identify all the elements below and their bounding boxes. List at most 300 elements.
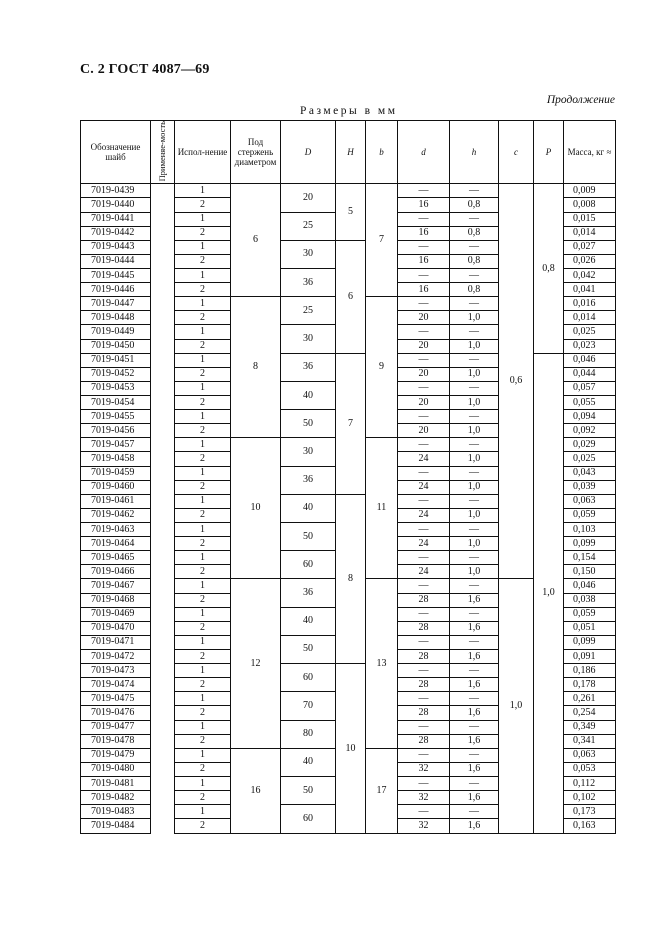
H-cell: 5	[336, 184, 366, 240]
execution-cell: 2	[175, 452, 231, 466]
h-cell: 1,6	[450, 678, 499, 692]
execution-cell: 2	[175, 424, 231, 438]
designation-cell: 7019-0453	[81, 381, 151, 395]
h-cell: 1,0	[450, 339, 499, 353]
mass-cell: 0,055	[564, 396, 616, 410]
designation-cell: 7019-0457	[81, 438, 151, 452]
execution-cell: 1	[175, 805, 231, 819]
execution-cell: 2	[175, 226, 231, 240]
h-cell: 1,6	[450, 649, 499, 663]
designation-cell: 7019-0468	[81, 593, 151, 607]
designation-cell: 7019-0465	[81, 551, 151, 565]
execution-cell: 2	[175, 311, 231, 325]
execution-cell: 1	[175, 353, 231, 367]
execution-cell: 1	[175, 579, 231, 593]
h-cell: 1,0	[450, 537, 499, 551]
execution-cell: 1	[175, 297, 231, 311]
col-header-D: D	[281, 121, 336, 184]
H-cell: 7	[336, 353, 366, 494]
h-cell: —	[450, 184, 499, 198]
mass-cell: 0,008	[564, 198, 616, 212]
applicability-cell	[151, 579, 175, 593]
execution-cell: 2	[175, 565, 231, 579]
execution-cell: 1	[175, 494, 231, 508]
applicability-cell	[151, 508, 175, 522]
col-header-c: c	[499, 121, 534, 184]
mass-cell: 0,103	[564, 522, 616, 536]
D-cell: 25	[281, 212, 336, 240]
h-cell: —	[450, 776, 499, 790]
h-cell: —	[450, 297, 499, 311]
col-header-designation: Обозначение шайб	[81, 121, 151, 184]
D-cell: 30	[281, 325, 336, 353]
execution-cell: 2	[175, 537, 231, 551]
applicability-cell	[151, 762, 175, 776]
mass-cell: 0,178	[564, 678, 616, 692]
mass-cell: 0,039	[564, 480, 616, 494]
b-cell: 13	[366, 579, 398, 748]
designation-cell: 7019-0452	[81, 367, 151, 381]
d-cell: —	[398, 720, 450, 734]
mass-cell: 0,063	[564, 748, 616, 762]
applicability-cell	[151, 381, 175, 395]
designation-cell: 7019-0483	[81, 805, 151, 819]
designation-cell: 7019-0472	[81, 649, 151, 663]
h-cell: 0,8	[450, 283, 499, 297]
applicability-cell	[151, 551, 175, 565]
applicability-cell	[151, 593, 175, 607]
designation-cell: 7019-0450	[81, 339, 151, 353]
dimensions-title: Размеры в мм	[300, 105, 398, 117]
applicability-cell	[151, 791, 175, 805]
applicability-cell	[151, 819, 175, 834]
D-cell: 50	[281, 410, 336, 438]
execution-cell: 1	[175, 635, 231, 649]
d-cell: —	[398, 664, 450, 678]
mass-cell: 0,063	[564, 494, 616, 508]
table-row	[81, 184, 616, 198]
mass-cell: 0,014	[564, 226, 616, 240]
b-cell: 9	[366, 297, 398, 438]
d-cell: 28	[398, 649, 450, 663]
d-cell: 32	[398, 819, 450, 834]
applicability-cell	[151, 184, 175, 198]
d-cell: 20	[398, 396, 450, 410]
h-cell: 1,0	[450, 480, 499, 494]
d-cell: —	[398, 776, 450, 790]
mass-cell: 0,349	[564, 720, 616, 734]
d-cell: 20	[398, 424, 450, 438]
execution-cell: 1	[175, 212, 231, 226]
mass-cell: 0,150	[564, 565, 616, 579]
h-cell: —	[450, 212, 499, 226]
execution-cell: 1	[175, 410, 231, 424]
execution-cell: 1	[175, 381, 231, 395]
col-header-H: H	[336, 121, 366, 184]
execution-cell: 1	[175, 240, 231, 254]
col-header-rod-diameter: Под стержень диаметром	[231, 121, 281, 184]
d-cell: —	[398, 297, 450, 311]
D-cell: 80	[281, 720, 336, 748]
designation-cell: 7019-0455	[81, 410, 151, 424]
applicability-cell	[151, 240, 175, 254]
d-cell: —	[398, 748, 450, 762]
designation-cell: 7019-0459	[81, 466, 151, 480]
applicability-cell	[151, 198, 175, 212]
h-cell: 1,6	[450, 762, 499, 776]
d-cell: —	[398, 692, 450, 706]
designation-cell: 7019-0445	[81, 269, 151, 283]
designation-cell: 7019-0460	[81, 480, 151, 494]
d-cell: 20	[398, 311, 450, 325]
d-cell: 20	[398, 339, 450, 353]
applicability-cell	[151, 367, 175, 381]
execution-cell: 2	[175, 339, 231, 353]
applicability-cell	[151, 776, 175, 790]
c-cell: 1,0	[499, 579, 534, 834]
d-cell: —	[398, 805, 450, 819]
d-cell: 24	[398, 452, 450, 466]
applicability-cell	[151, 494, 175, 508]
mass-cell: 0,025	[564, 325, 616, 339]
execution-cell: 1	[175, 522, 231, 536]
applicability-cell	[151, 621, 175, 635]
h-cell: —	[450, 522, 499, 536]
D-cell: 30	[281, 240, 336, 268]
applicability-cell	[151, 438, 175, 452]
h-cell: 1,6	[450, 791, 499, 805]
designation-cell: 7019-0475	[81, 692, 151, 706]
h-cell: —	[450, 466, 499, 480]
h-cell: —	[450, 269, 499, 283]
d-cell: 16	[398, 226, 450, 240]
designation-cell: 7019-0481	[81, 776, 151, 790]
execution-cell: 1	[175, 720, 231, 734]
d-cell: 28	[398, 706, 450, 720]
rod-diameter-cell: 12	[231, 579, 281, 748]
mass-cell: 0,261	[564, 692, 616, 706]
h-cell: —	[450, 494, 499, 508]
mass-cell: 0,059	[564, 607, 616, 621]
applicability-cell	[151, 706, 175, 720]
D-cell: 36	[281, 466, 336, 494]
applicability-cell	[151, 565, 175, 579]
h-cell: 0,8	[450, 254, 499, 268]
col-header-h: h	[450, 121, 499, 184]
h-cell: 1,6	[450, 593, 499, 607]
mass-cell: 0,038	[564, 593, 616, 607]
d-cell: 28	[398, 593, 450, 607]
h-cell: —	[450, 579, 499, 593]
d-cell: —	[398, 353, 450, 367]
applicability-cell	[151, 226, 175, 240]
mass-cell: 0,099	[564, 537, 616, 551]
designation-cell: 7019-0464	[81, 537, 151, 551]
D-cell: 60	[281, 664, 336, 692]
mass-cell: 0,014	[564, 311, 616, 325]
D-cell: 40	[281, 381, 336, 409]
d-cell: —	[398, 635, 450, 649]
applicability-cell	[151, 396, 175, 410]
mass-cell: 0,092	[564, 424, 616, 438]
execution-cell: 1	[175, 748, 231, 762]
continuation-label: Продолжение	[546, 94, 615, 106]
applicability-cell	[151, 678, 175, 692]
applicability-cell	[151, 748, 175, 762]
applicability-cell	[151, 607, 175, 621]
designation-cell: 7019-0440	[81, 198, 151, 212]
d-cell: —	[398, 269, 450, 283]
designation-cell: 7019-0482	[81, 791, 151, 805]
D-cell: 60	[281, 805, 336, 834]
mass-cell: 0,341	[564, 734, 616, 748]
d-cell: 32	[398, 762, 450, 776]
P-cell: 1,0	[534, 353, 564, 833]
col-header-applicability-text: Применяе-мость	[157, 121, 167, 182]
execution-cell: 1	[175, 269, 231, 283]
applicability-cell	[151, 720, 175, 734]
designation-cell: 7019-0471	[81, 635, 151, 649]
applicability-cell	[151, 254, 175, 268]
designation-cell: 7019-0473	[81, 664, 151, 678]
h-cell: —	[450, 325, 499, 339]
execution-cell: 2	[175, 508, 231, 522]
D-cell: 36	[281, 579, 336, 607]
execution-cell: 1	[175, 466, 231, 480]
applicability-cell	[151, 466, 175, 480]
mass-cell: 0,053	[564, 762, 616, 776]
designation-cell: 7019-0467	[81, 579, 151, 593]
mass-cell: 0,163	[564, 819, 616, 834]
execution-cell: 2	[175, 706, 231, 720]
mass-cell: 0,026	[564, 254, 616, 268]
applicability-cell	[151, 339, 175, 353]
d-cell: —	[398, 325, 450, 339]
applicability-cell	[151, 480, 175, 494]
h-cell: 1,6	[450, 819, 499, 834]
rod-diameter-cell: 8	[231, 297, 281, 438]
h-cell: —	[450, 551, 499, 565]
designation-cell: 7019-0458	[81, 452, 151, 466]
washer-dimensions-table	[80, 120, 616, 834]
h-cell: 0,8	[450, 226, 499, 240]
b-cell: 7	[366, 184, 398, 297]
col-header-d: d	[398, 121, 450, 184]
applicability-cell	[151, 424, 175, 438]
d-cell: —	[398, 240, 450, 254]
d-cell: —	[398, 184, 450, 198]
mass-cell: 0,016	[564, 297, 616, 311]
designation-cell: 7019-0461	[81, 494, 151, 508]
b-cell: 11	[366, 438, 398, 579]
h-cell: 1,6	[450, 706, 499, 720]
designation-cell: 7019-0469	[81, 607, 151, 621]
applicability-cell	[151, 353, 175, 367]
h-cell: —	[450, 240, 499, 254]
mass-cell: 0,186	[564, 664, 616, 678]
designation-cell: 7019-0477	[81, 720, 151, 734]
mass-cell: 0,059	[564, 508, 616, 522]
applicability-cell	[151, 537, 175, 551]
execution-cell: 2	[175, 734, 231, 748]
H-cell: 10	[336, 664, 366, 834]
mass-cell: 0,009	[564, 184, 616, 198]
execution-cell: 1	[175, 438, 231, 452]
mass-cell: 0,043	[564, 466, 616, 480]
D-cell: 36	[281, 353, 336, 381]
execution-cell: 2	[175, 396, 231, 410]
col-header-applicability	[151, 121, 175, 184]
applicability-cell	[151, 734, 175, 748]
d-cell: 32	[398, 791, 450, 805]
designation-cell: 7019-0480	[81, 762, 151, 776]
col-header-execution: Испол-нение	[175, 121, 231, 184]
d-cell: —	[398, 466, 450, 480]
h-cell: 1,0	[450, 565, 499, 579]
table-header-row	[81, 121, 616, 184]
designation-cell: 7019-0454	[81, 396, 151, 410]
d-cell: 28	[398, 734, 450, 748]
h-cell: 1,0	[450, 311, 499, 325]
applicability-cell	[151, 522, 175, 536]
d-cell: 28	[398, 621, 450, 635]
applicability-cell	[151, 311, 175, 325]
mass-cell: 0,042	[564, 269, 616, 283]
applicability-cell	[151, 805, 175, 819]
D-cell: 50	[281, 776, 336, 804]
mass-cell: 0,051	[564, 621, 616, 635]
designation-cell: 7019-0474	[81, 678, 151, 692]
designation-cell: 7019-0442	[81, 226, 151, 240]
execution-cell: 2	[175, 198, 231, 212]
D-cell: 30	[281, 438, 336, 466]
d-cell: —	[398, 438, 450, 452]
mass-cell: 0,057	[564, 381, 616, 395]
mass-cell: 0,015	[564, 212, 616, 226]
mass-cell: 0,027	[564, 240, 616, 254]
mass-cell: 0,029	[564, 438, 616, 452]
d-cell: 24	[398, 508, 450, 522]
designation-cell: 7019-0463	[81, 522, 151, 536]
d-cell: —	[398, 607, 450, 621]
designation-cell: 7019-0479	[81, 748, 151, 762]
designation-cell: 7019-0476	[81, 706, 151, 720]
designation-cell: 7019-0447	[81, 297, 151, 311]
mass-cell: 0,041	[564, 283, 616, 297]
mass-cell: 0,023	[564, 339, 616, 353]
rod-diameter-cell: 6	[231, 184, 281, 297]
execution-cell: 2	[175, 649, 231, 663]
execution-cell: 2	[175, 762, 231, 776]
mass-cell: 0,046	[564, 353, 616, 367]
table-body	[81, 184, 616, 834]
D-cell: 50	[281, 522, 336, 550]
applicability-cell	[151, 269, 175, 283]
b-cell: 17	[366, 748, 398, 833]
execution-cell: 1	[175, 776, 231, 790]
d-cell: —	[398, 522, 450, 536]
h-cell: 1,0	[450, 424, 499, 438]
D-cell: 20	[281, 184, 336, 212]
designation-cell: 7019-0484	[81, 819, 151, 834]
D-cell: 70	[281, 692, 336, 720]
mass-cell: 0,091	[564, 649, 616, 663]
h-cell: 1,0	[450, 367, 499, 381]
execution-cell: 2	[175, 593, 231, 607]
col-header-mass: Масса, кг ≈	[564, 121, 616, 184]
designation-cell: 7019-0470	[81, 621, 151, 635]
mass-cell: 0,025	[564, 452, 616, 466]
h-cell: —	[450, 438, 499, 452]
H-cell: 8	[336, 494, 366, 663]
d-cell: 24	[398, 480, 450, 494]
D-cell: 40	[281, 494, 336, 522]
mass-cell: 0,173	[564, 805, 616, 819]
applicability-cell	[151, 452, 175, 466]
designation-cell: 7019-0478	[81, 734, 151, 748]
mass-cell: 0,112	[564, 776, 616, 790]
execution-cell: 2	[175, 819, 231, 834]
h-cell: —	[450, 664, 499, 678]
designation-cell: 7019-0456	[81, 424, 151, 438]
designation-cell: 7019-0446	[81, 283, 151, 297]
d-cell: 24	[398, 537, 450, 551]
d-cell: 16	[398, 254, 450, 268]
d-cell: 28	[398, 678, 450, 692]
d-cell: 16	[398, 283, 450, 297]
applicability-cell	[151, 212, 175, 226]
mass-cell: 0,099	[564, 635, 616, 649]
h-cell: —	[450, 720, 499, 734]
applicability-cell	[151, 283, 175, 297]
col-header-P: P	[534, 121, 564, 184]
applicability-cell	[151, 664, 175, 678]
mass-cell: 0,094	[564, 410, 616, 424]
h-cell: 1,6	[450, 621, 499, 635]
h-cell: —	[450, 381, 499, 395]
d-cell: —	[398, 551, 450, 565]
designation-cell: 7019-0466	[81, 565, 151, 579]
D-cell: 40	[281, 748, 336, 776]
applicability-cell	[151, 297, 175, 311]
execution-cell: 1	[175, 607, 231, 621]
designation-cell: 7019-0444	[81, 254, 151, 268]
P-cell: 0,8	[534, 184, 564, 353]
mass-cell: 0,254	[564, 706, 616, 720]
mass-cell: 0,102	[564, 791, 616, 805]
rod-diameter-cell: 16	[231, 748, 281, 833]
applicability-cell	[151, 410, 175, 424]
execution-cell: 1	[175, 325, 231, 339]
c-cell: 0,6	[499, 184, 534, 579]
h-cell: —	[450, 748, 499, 762]
H-cell: 6	[336, 240, 366, 353]
h-cell: 0,8	[450, 198, 499, 212]
designation-cell: 7019-0462	[81, 508, 151, 522]
h-cell: —	[450, 353, 499, 367]
table-row	[81, 353, 616, 367]
d-cell: —	[398, 381, 450, 395]
designation-cell: 7019-0448	[81, 311, 151, 325]
D-cell: 36	[281, 269, 336, 297]
D-cell: 60	[281, 551, 336, 579]
mass-cell: 0,044	[564, 367, 616, 381]
D-cell: 40	[281, 607, 336, 635]
execution-cell: 2	[175, 283, 231, 297]
d-cell: —	[398, 494, 450, 508]
d-cell: 20	[398, 367, 450, 381]
mass-cell: 0,154	[564, 551, 616, 565]
